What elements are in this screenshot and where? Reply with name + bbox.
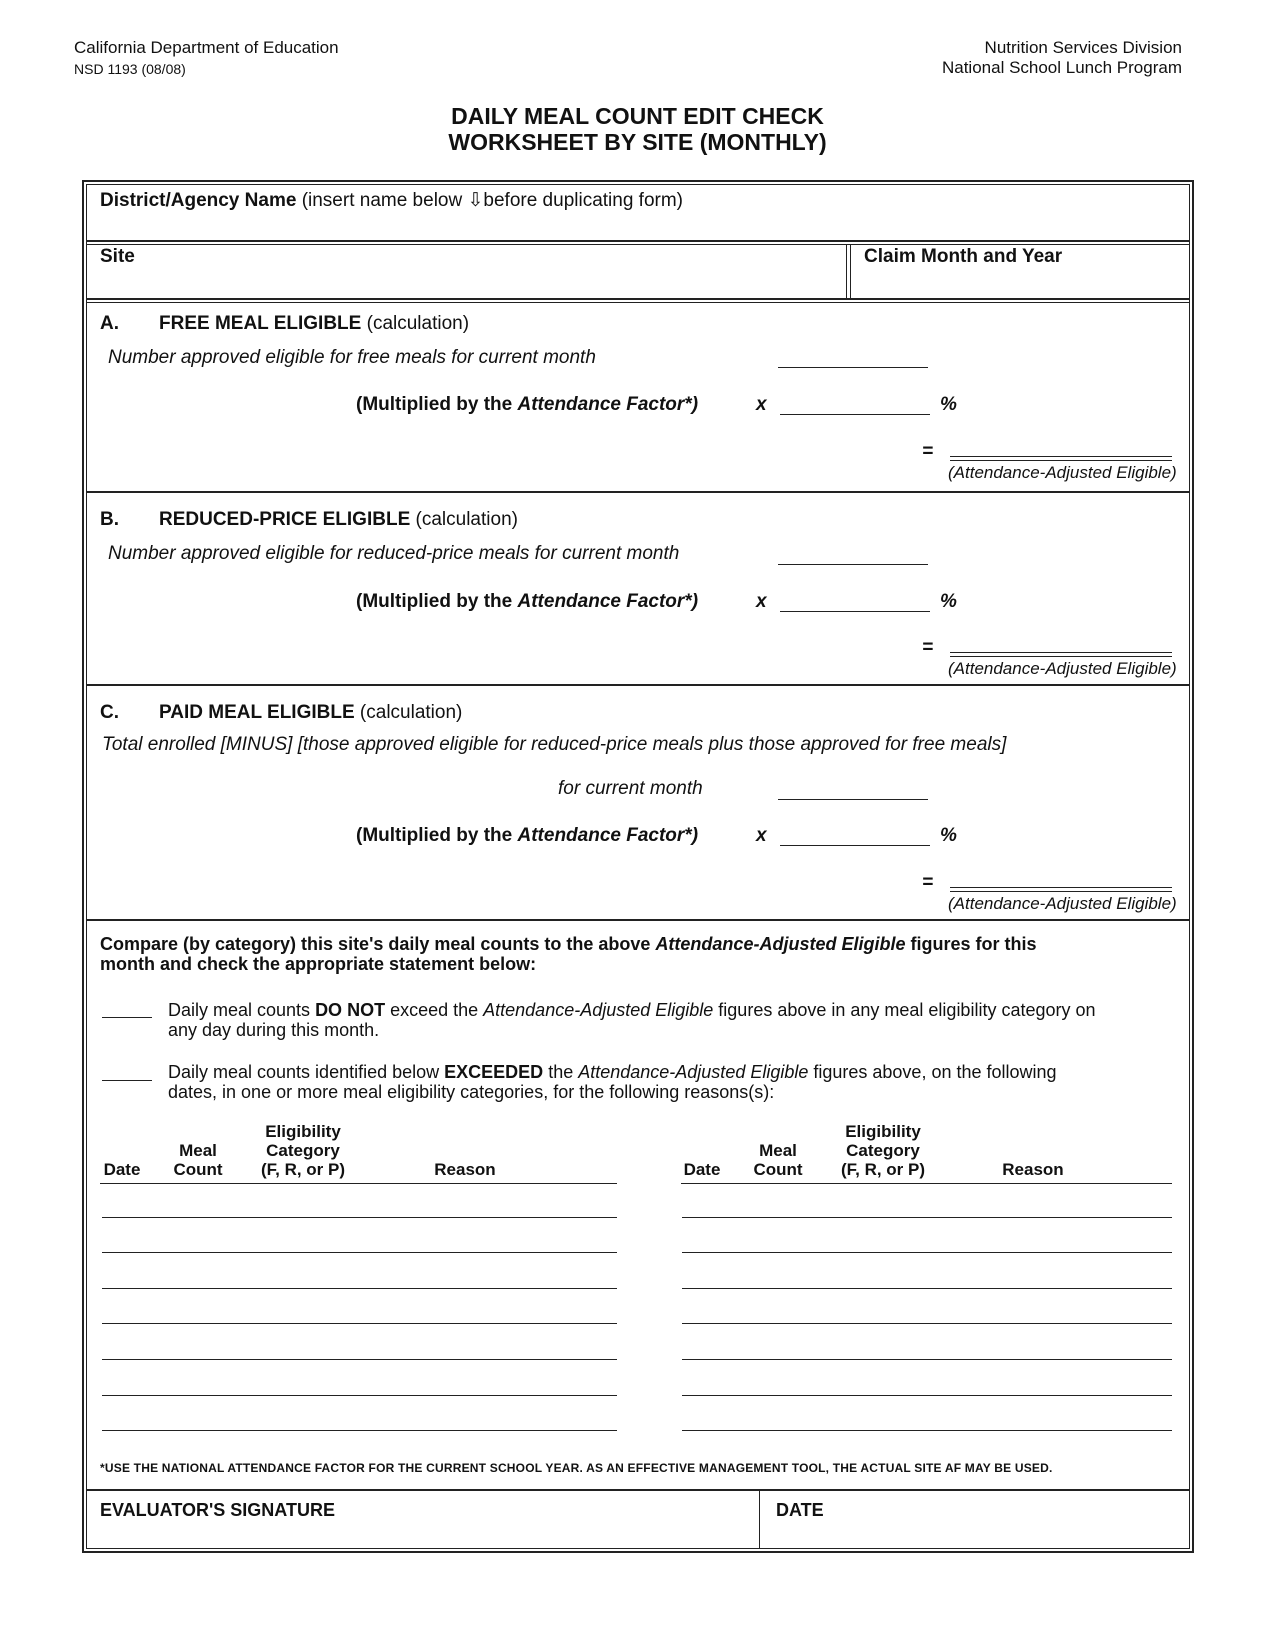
right-col-eligibility [826,1122,940,1179]
category-label: Category [266,1141,340,1160]
district-label: District/Agency Name [100,190,297,211]
eligibility-label: Eligibility [845,1122,921,1141]
right-col-reason: Reason [1002,1160,1064,1179]
count-label: Count [173,1160,223,1179]
district-label-row [100,189,683,212]
opt2-b: EXCEEDED [444,1062,544,1082]
right-entry-row[interactable] [682,1288,1172,1289]
divider-site [86,298,1190,300]
section-c-desc2: for current month [558,778,703,799]
claim-label: Claim Month and Year [864,246,1063,267]
option-exceeded-line2: dates, in one or more meal eligibility categories, for the following reasons(s): [168,1082,775,1102]
division-name: Nutrition Services Division [984,38,1182,57]
attendance-factor-label: Attendance Factor*) [517,825,699,846]
section-a-count-field[interactable] [778,367,928,368]
section-b-title: REDUCED-PRICE ELIGIBLE [159,509,411,530]
category-label: Category [846,1141,920,1160]
left-entry-row[interactable] [102,1217,617,1218]
divider-footnote [86,1489,1190,1491]
section-c-count-field[interactable] [778,799,928,800]
form-title-line2: WORKSHEET BY SITE (MONTHLY) [448,129,827,155]
section-c-result-field[interactable] [950,887,1172,892]
district-hint: (insert name below ⇩before duplicating form) [301,190,684,211]
right-entry-row[interactable] [682,1430,1172,1431]
option-exceeded-checkbox[interactable] [102,1080,152,1081]
compare-text1: Compare (by category) this site's daily meal counts to the above [100,934,656,954]
opt1-c: exceed the [385,1000,484,1020]
right-entry-row[interactable] [682,1359,1172,1360]
section-c-adjusted-label: (Attendance-Adjusted Eligible) [948,894,1177,913]
left-col-date: Date [103,1160,141,1179]
multiply-prefix: (Multiplied by the [356,394,518,415]
section-a-desc: Number approved eligible for free meals for current month [108,347,596,368]
agency-name: California Department of Education [74,38,339,57]
left-col-meal-count [164,1141,232,1179]
right-entry-row[interactable] [682,1323,1172,1324]
site-claim-divider-a [846,244,847,298]
meal-label: Meal [759,1141,797,1160]
fpr-label: (F, R, or P) [260,1160,346,1179]
left-entry-row[interactable] [102,1359,617,1360]
left-entry-row[interactable] [102,1323,617,1324]
form-title-line1: DAILY MEAL COUNT EDIT CHECK [451,103,824,129]
section-b-letter: B. [100,509,119,530]
section-a-title: FREE MEAL ELIGIBLE [159,313,362,334]
divider-district [86,240,1190,242]
left-entry-row[interactable] [102,1288,617,1289]
multiply-prefix: (Multiplied by the [356,591,518,612]
section-a-calc: (calculation) [366,313,470,334]
section-a-heading [100,313,119,335]
left-entry-row[interactable] [102,1395,617,1396]
right-entry-row[interactable] [682,1252,1172,1253]
section-a-factor-field[interactable] [780,414,930,415]
section-c-multiply [356,825,698,847]
section-c-equals: = [922,872,934,893]
section-b-calc: (calculation) [415,509,518,530]
signature-date-divider [759,1491,760,1549]
multiply-prefix: (Multiplied by the [356,825,518,846]
section-c-desc: Total enrolled [MINUS] [those approved eligible for reduced-price meals plus those approved for free meals] [102,734,1007,755]
option-not-exceeded-checkbox[interactable] [102,1017,152,1018]
compare-line2: month and check the appropriate statement below: [100,954,537,974]
count-label: Count [753,1160,803,1179]
section-b-equals: = [922,637,934,658]
opt2-a: Daily meal counts identified below [168,1062,445,1082]
section-c-percent: % [940,825,957,846]
form-frame-inner [86,184,1190,1549]
section-b-x: x [756,591,767,612]
site-label: Site [100,246,135,267]
section-a-title-row [159,313,469,335]
section-a-percent: % [940,394,957,415]
divider-section-b [86,684,1190,686]
left-entry-row[interactable] [102,1430,617,1431]
fpr-label: (F, R, or P) [840,1160,926,1179]
attendance-factor-footnote: *USE THE NATIONAL ATTENDANCE FACTOR FOR THE CURRENT SCHOOL YEAR. AS AN EFFECTIVE MANAGEMENT TOOL, THE ACTUAL SITE AF MAY BE USED. [100,1461,1053,1475]
divider-section-c [86,919,1190,921]
right-entry-row[interactable] [682,1395,1172,1396]
meal-label: Meal [179,1141,217,1160]
program-name: National School Lunch Program [941,58,1182,77]
divider-site-inner [86,302,1190,303]
section-c-title: PAID MEAL ELIGIBLE [159,702,355,723]
right-entry-row[interactable] [682,1217,1172,1218]
section-a-letter: A. [100,313,119,334]
section-c-x: x [756,825,767,846]
form-number: NSD 1193 (08/08) [74,61,186,77]
left-col-reason: Reason [434,1160,496,1179]
section-b-result-field[interactable] [950,652,1172,657]
section-a-x: x [756,394,767,415]
option-exceeded-line1 [168,1062,1057,1083]
eligibility-label: Eligibility [265,1122,341,1141]
left-col-eligibility [246,1122,360,1179]
section-b-count-field[interactable] [778,564,928,565]
compare-line1 [100,934,1036,955]
attendance-factor-label: Attendance Factor*) [517,591,699,612]
section-a-adjusted-label: (Attendance-Adjusted Eligible) [948,463,1177,482]
right-col-date: Date [683,1160,721,1179]
opt1-b: DO NOT [315,1000,386,1020]
option-not-exceeded-line2: any day during this month. [168,1020,380,1040]
section-c-calc: (calculation) [359,702,463,723]
compare-text2: figures for this [905,934,1037,954]
left-entry-row[interactable] [102,1252,617,1253]
right-col-meal-count [744,1141,812,1179]
site-claim-divider-b [850,244,851,298]
left-header-underline [100,1183,617,1184]
divider-district-inner [86,244,1190,245]
evaluator-signature-label: EVALUATOR'S SIGNATURE [100,1500,335,1520]
compare-text-italic: Attendance-Adjusted Eligible [655,934,906,954]
section-c-title-row [159,702,462,724]
opt2-d: Attendance-Adjusted Eligible [578,1062,809,1082]
section-a-multiply [356,394,698,416]
opt1-e: figures above in any meal eligibility category on [713,1000,1096,1020]
section-b-multiply [356,591,698,613]
section-c-letter: C. [100,702,119,723]
opt2-e: figures above, on the following [808,1062,1057,1082]
attendance-factor-label: Attendance Factor*) [517,394,699,415]
signature-date-label: DATE [776,1500,824,1520]
opt1-d: Attendance-Adjusted Eligible [483,1000,714,1020]
section-b-title-row [159,509,518,531]
section-b-percent: % [940,591,957,612]
section-a-equals: = [922,441,934,462]
section-b-adjusted-label: (Attendance-Adjusted Eligible) [948,659,1177,678]
opt1-a: Daily meal counts [168,1000,316,1020]
section-c-factor-field[interactable] [780,845,930,846]
section-a-result-field[interactable] [950,456,1172,461]
opt2-c: the [543,1062,579,1082]
option-not-exceeded-line1 [168,1000,1096,1021]
section-b-factor-field[interactable] [780,611,930,612]
right-header-underline [681,1183,1172,1184]
section-b-desc: Number approved eligible for reduced-price meals for current month [108,543,680,564]
divider-section-a [86,491,1190,493]
